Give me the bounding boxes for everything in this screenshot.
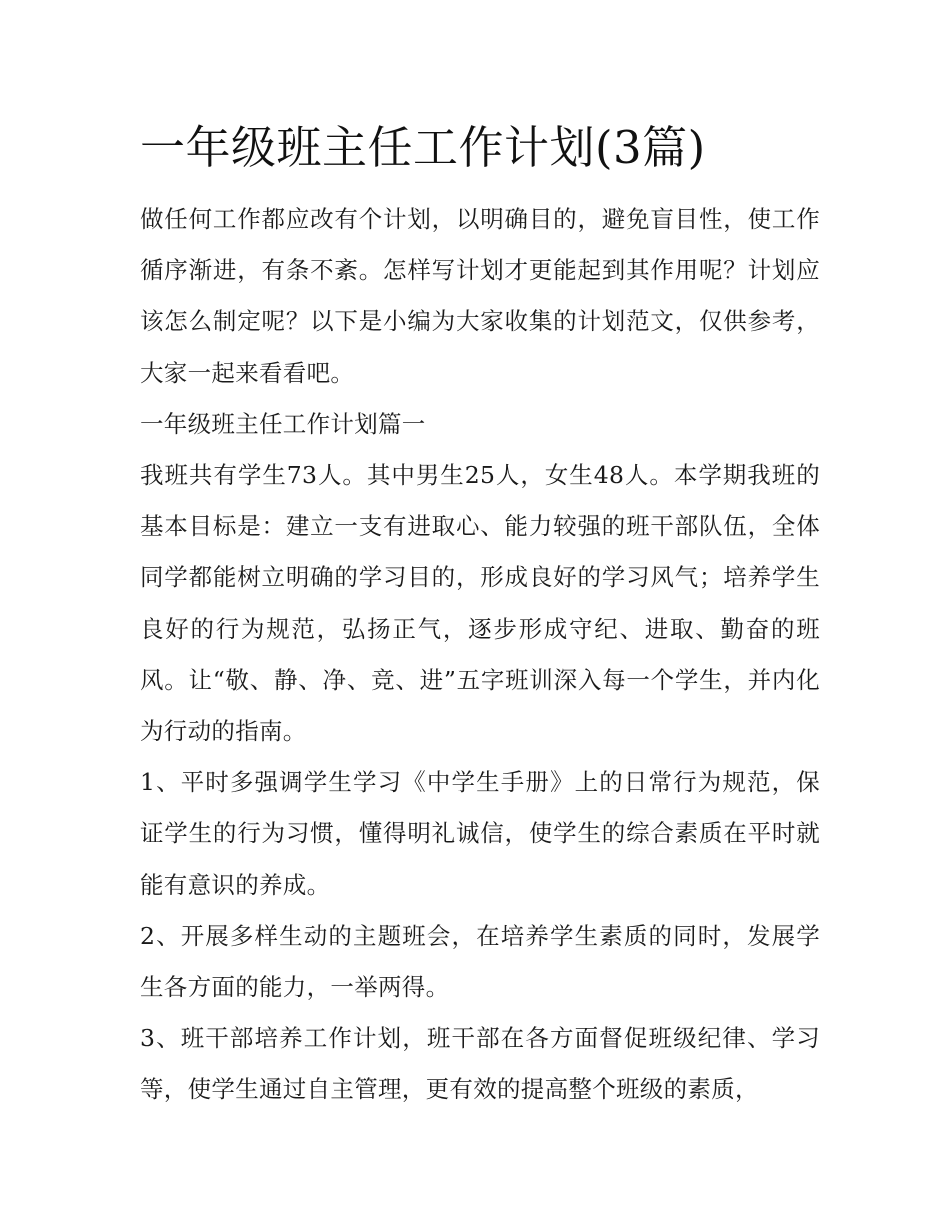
section-heading: 一年级班主任工作计划篇一 (140, 409, 426, 438)
intro-paragraph: 做任何工作都应改有个计划，以明确目的，避免盲目性，使工作循序渐进，有条不紊。怎样写计划才更能起到其作用呢？计划应该怎么制定呢？以下是小编为大家收集的计划范文，仅供参考，大家一起来看看吧。 (140, 205, 820, 387)
list-item-2: 2、开展多样生动的主题班会，在培养学生素质的同时，发展学生各方面的能力，一举两得。 (140, 921, 820, 1002)
list-item-1: 1、平时多强调学生学习《中学生手册》上的日常行为规范，保证学生的行为习惯，懂得明礼诚信，使学生的综合素质在平时就能有意识的养成。 (140, 768, 820, 899)
list-item-3: 3、班干部培养工作计划，班干部在各方面督促班级纪律、学习等，使学生通过自主管理，更有效的提高整个班级的素质， (140, 1024, 820, 1104)
document-body (140, 194, 820, 1116)
class-overview-paragraph: 我班共有学生73人。其中男生25人，女生48人。本学期我班的基本目标是：建立一支有进取心、能力较强的班干部队伍，全体同学都能树立明确的学习目的，形成良好的学习风气；培养学生良好的行为规范，弘扬正气，逐步形成守纪、进取、勤奋的班风。让“敬、静、净、竞、进”五字班训深入每一个学生，并内化为行动的指南。 (140, 461, 820, 746)
document-title: 一年级班主任工作计划(3篇) (140, 121, 706, 174)
